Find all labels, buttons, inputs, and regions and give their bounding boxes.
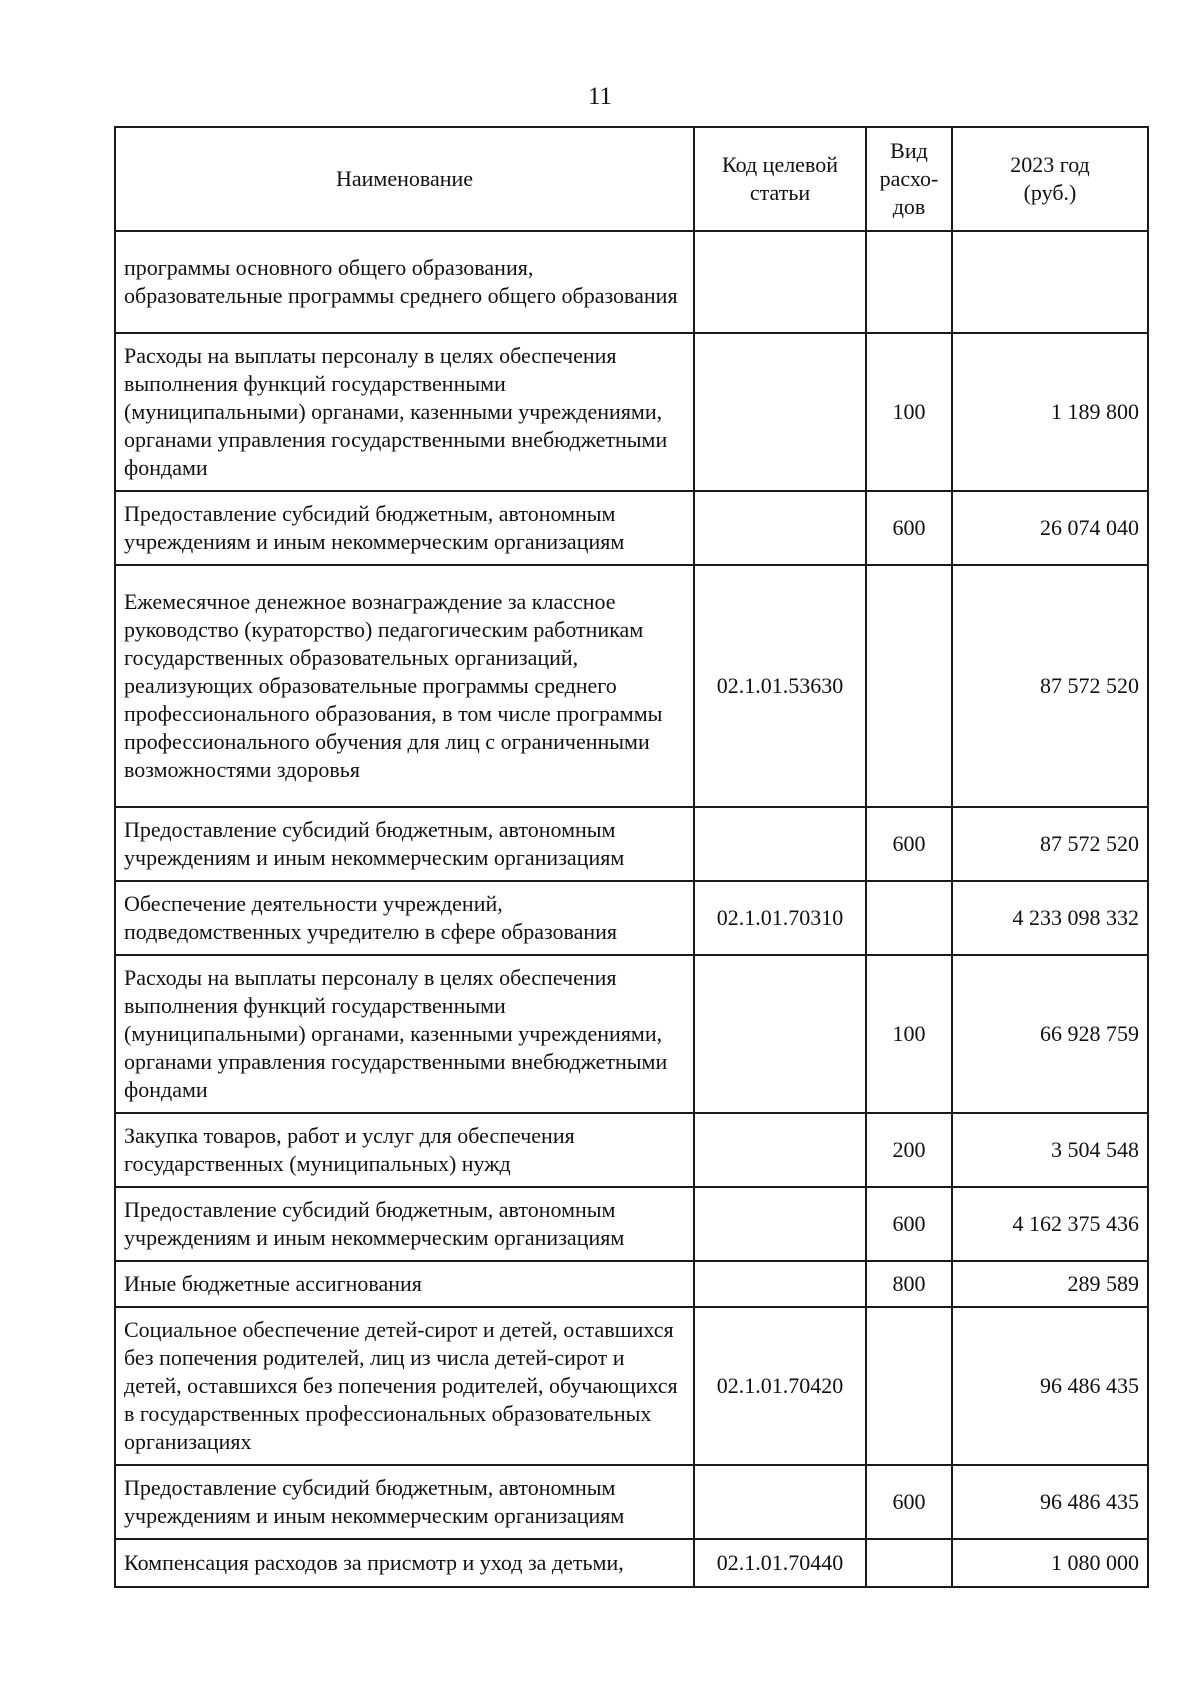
- table-row: [115, 1539, 1148, 1587]
- table-row: [115, 1261, 1148, 1307]
- table-row: [115, 807, 1148, 881]
- row-code: [694, 955, 866, 1113]
- row-kind: 800: [866, 1261, 952, 1307]
- row-sum: 87 572 520: [952, 807, 1148, 881]
- row-sum: 289 589: [952, 1261, 1148, 1307]
- row-name: Предоставление субсидий бюджетным, автономным учреждениям и иным некоммерческим организациям: [115, 807, 694, 881]
- row-sum: 87 572 520: [952, 565, 1148, 807]
- row-sum: 4 233 098 332: [952, 881, 1148, 955]
- row-name: Закупка товаров, работ и услуг для обеспечения государственных (муниципальных) нужд: [115, 1113, 694, 1187]
- row-sum: 96 486 435: [952, 1307, 1148, 1465]
- table-row: [115, 1187, 1148, 1261]
- row-kind: [866, 1539, 952, 1587]
- header-row: [115, 127, 1148, 231]
- table-row: [115, 1307, 1148, 1465]
- header-kind-line-2: расхо-: [879, 166, 939, 191]
- row-name: Предоставление субсидий бюджетным, автономным учреждениям и иным некоммерческим организациям: [115, 1187, 694, 1261]
- row-name: Расходы на выплаты персоналу в целях обеспечения выполнения функций государственными (муниципальными) органами, казенными учреждениями, органами управления государственными внебюджетными фондами: [115, 333, 694, 491]
- table-row: [115, 491, 1148, 565]
- row-kind: [866, 231, 952, 333]
- page-number: 11: [587, 83, 613, 110]
- budget-table: [114, 126, 1149, 1588]
- row-sum: 3 504 548: [952, 1113, 1148, 1187]
- row-kind: [866, 565, 952, 807]
- row-sum: 1 080 000: [952, 1539, 1148, 1587]
- row-code: [694, 807, 866, 881]
- row-code: [694, 231, 866, 333]
- row-kind: 200: [866, 1113, 952, 1187]
- row-sum: 66 928 759: [952, 955, 1148, 1113]
- header-sum: [952, 127, 1148, 231]
- row-code: 02.1.01.70420: [694, 1307, 866, 1465]
- table-row: [115, 955, 1148, 1113]
- table-row: [115, 231, 1148, 333]
- row-name: Обеспечение деятельности учреждений, подведомственных учредителю в сфере образования: [115, 881, 694, 955]
- header-kind-line-1: Вид: [890, 138, 928, 163]
- row-code: [694, 1465, 866, 1539]
- row-name: Компенсация расходов за присмотр и уход за детьми,: [115, 1539, 694, 1587]
- row-kind: 600: [866, 807, 952, 881]
- header-code-line-2: статьи: [749, 180, 811, 205]
- row-code: [694, 1113, 866, 1187]
- row-code: [694, 491, 866, 565]
- row-sum: [952, 231, 1148, 333]
- row-kind: [866, 881, 952, 955]
- header-name: Наименование: [115, 127, 694, 231]
- header-kind-line-3: дов: [892, 194, 926, 219]
- row-name: Расходы на выплаты персоналу в целях обеспечения выполнения функций государственными (муниципальными) органами, казенными учреждениями, органами управления государственными внебюджетными фондами: [115, 955, 694, 1113]
- row-kind: 600: [866, 491, 952, 565]
- row-sum: 96 486 435: [952, 1465, 1148, 1539]
- header-kind: [866, 127, 952, 231]
- table-row: [115, 1113, 1148, 1187]
- row-code: 02.1.01.70310: [694, 881, 866, 955]
- row-kind: 100: [866, 333, 952, 491]
- table-row: [115, 1465, 1148, 1539]
- row-code: 02.1.01.70440: [694, 1539, 866, 1587]
- row-kind: [866, 1307, 952, 1465]
- header-sum-line-2: (руб.): [1023, 180, 1077, 205]
- row-sum: 4 162 375 436: [952, 1187, 1148, 1261]
- row-code: [694, 1187, 866, 1261]
- row-name: Предоставление субсидий бюджетным, автономным учреждениям и иным некоммерческим организациям: [115, 1465, 694, 1539]
- row-code: [694, 1261, 866, 1307]
- row-sum: 26 074 040: [952, 491, 1148, 565]
- row-code: [694, 333, 866, 491]
- row-name: программы основного общего образования, образовательные программы среднего общего образования: [115, 231, 694, 333]
- row-kind: 600: [866, 1187, 952, 1261]
- header-sum-line-1: 2023 год: [1010, 152, 1090, 177]
- table-row: [115, 881, 1148, 955]
- row-name: Иные бюджетные ассигнования: [115, 1261, 694, 1307]
- row-name: Социальное обеспечение детей-сирот и детей, оставшихся без попечения родителей, лиц из числа детей-сирот и детей, оставшихся без попечения родителей, обучающихся в государственных профессиональных образовательных организациях: [115, 1307, 694, 1465]
- table-row: [115, 333, 1148, 491]
- row-sum: 1 189 800: [952, 333, 1148, 491]
- row-name: Ежемесячное денежное вознаграждение за классное руководство (кураторство) педагогическим работникам государственных образовательных организаций, реализующих образовательные программы среднего профессионального образования, в том числе программы профессионального обучения для лиц с ограниченными возможностями здоровья: [115, 565, 694, 807]
- row-kind: 100: [866, 955, 952, 1113]
- row-kind: 600: [866, 1465, 952, 1539]
- row-code: 02.1.01.53630: [694, 565, 866, 807]
- header-code: [694, 127, 866, 231]
- header-code-line-1: Код целевой: [722, 152, 838, 177]
- row-name: Предоставление субсидий бюджетным, автономным учреждениям и иным некоммерческим организациям: [115, 491, 694, 565]
- table-row: [115, 565, 1148, 807]
